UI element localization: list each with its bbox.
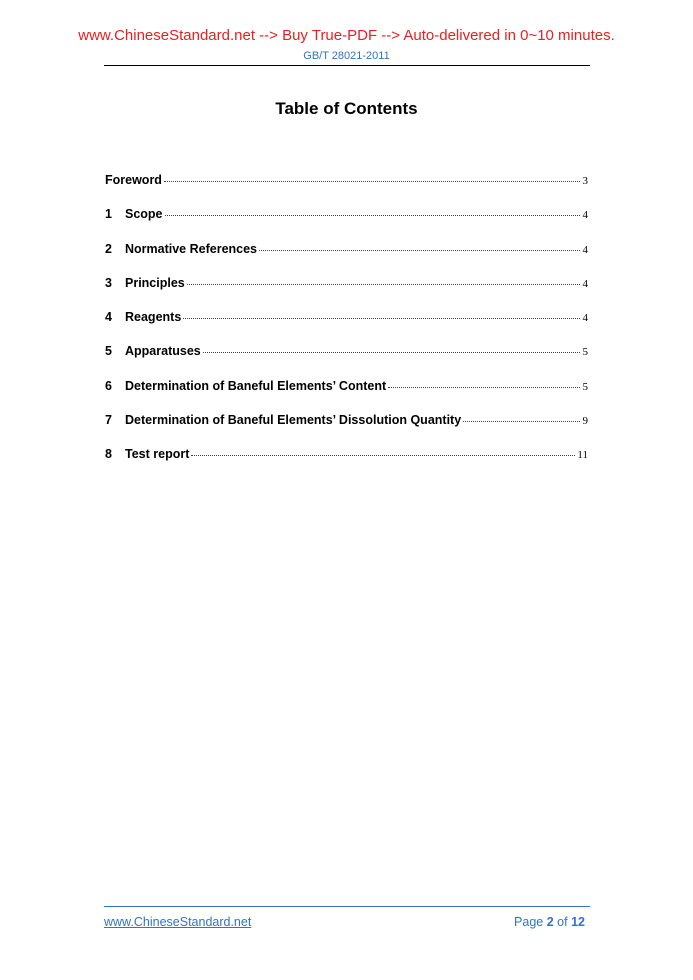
toc-entry-normative-references[interactable]: [105, 242, 588, 276]
promo-banner[interactable]: www.ChineseStandard.net --> Buy True-PDF --> Auto-delivered in 0~10 minutes.: [78, 27, 615, 44]
toc-entry-test-report[interactable]: [105, 447, 588, 481]
dot-leader: [164, 181, 580, 182]
page-indicator: [514, 915, 585, 929]
table-of-contents: [105, 173, 588, 482]
toc-entry-label: Determination of Baneful Elements’ Dissolution Quantity: [125, 413, 462, 428]
toc-entry-foreword[interactable]: [105, 173, 588, 207]
toc-entry-label: Scope: [125, 207, 163, 222]
toc-entry-number: 5: [105, 344, 112, 359]
toc-entry-reagents[interactable]: [105, 310, 588, 344]
page-current: 2: [546, 915, 554, 929]
toc-entry-label: Determination of Baneful Elements’ Content: [125, 378, 387, 393]
page-title: Table of Contents: [275, 99, 418, 118]
toc-entry-number: 2: [105, 241, 112, 256]
toc-entry-label: Test report: [125, 447, 190, 462]
toc-entry-page: 5: [582, 380, 588, 393]
footer-website-link[interactable]: www.ChineseStandard.net: [104, 915, 252, 929]
toc-entry-label: Foreword: [105, 173, 162, 187]
dot-leader: [388, 387, 580, 388]
toc-entry-page: 4: [582, 277, 588, 290]
toc-entry-number: 1: [105, 207, 112, 222]
toc-entry-number: 6: [105, 378, 112, 393]
dot-leader: [165, 215, 580, 216]
toc-entry-label: Principles: [125, 275, 185, 290]
page-prefix: Page: [514, 915, 544, 929]
toc-entry-page: 11: [577, 449, 588, 462]
toc-entry-label: Normative References: [125, 241, 258, 256]
dot-leader: [187, 284, 580, 285]
toc-entry-principles[interactable]: [105, 276, 588, 310]
toc-entry-number: 7: [105, 413, 112, 428]
toc-entry-label: Apparatuses: [125, 344, 201, 359]
dot-leader: [259, 250, 580, 251]
dot-leader: [203, 352, 580, 353]
header-divider: [104, 65, 590, 66]
toc-entry-page: 4: [582, 209, 588, 222]
toc-entry-page: 4: [582, 243, 588, 256]
toc-entry-label: Reagents: [125, 310, 182, 325]
page-total: 12: [571, 915, 585, 929]
toc-entry-page: 3: [582, 175, 588, 187]
toc-entry-number: 4: [105, 310, 112, 325]
dot-leader: [191, 455, 575, 456]
toc-entry-page: 9: [582, 415, 588, 428]
footer-divider: [104, 906, 590, 907]
toc-entry-apparatuses[interactable]: [105, 344, 588, 378]
toc-entry-page: 4: [582, 312, 588, 325]
toc-entry-number: 3: [105, 275, 112, 290]
dot-leader: [183, 318, 580, 319]
toc-entry-scope[interactable]: [105, 207, 588, 241]
dot-leader: [463, 421, 580, 422]
standard-code: GB/T 28021-2011: [303, 50, 390, 62]
page-separator: of: [557, 915, 568, 929]
toc-entry-dissolution-determination[interactable]: [105, 413, 588, 447]
toc-entry-page: 5: [582, 346, 588, 359]
toc-entry-number: 8: [105, 447, 112, 462]
toc-entry-content-determination[interactable]: [105, 379, 588, 413]
